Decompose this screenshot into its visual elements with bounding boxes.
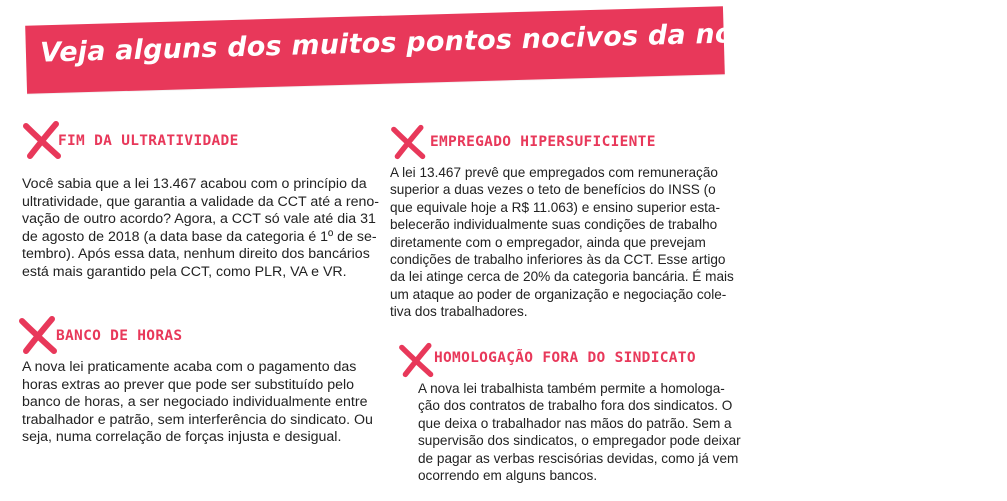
body-line: seja, numa correlação de forças injusta e desigual. [22,429,342,446]
section-title: FIM DA ULTRATIVIDADE [58,133,239,149]
banner-title: Veja alguns dos muitos pontos nocivos da nova lei trabalhista: [39,10,1007,69]
body-line: que deixa o trabalhador nas mãos do patrão. Sem a [418,415,732,431]
body-line: A nova lei trabalhista também permite a homologa- [418,381,725,396]
section-title: EMPREGADO HIPERSUFICIENTE [430,134,656,150]
section-header [18,315,378,355]
body-line: diretamente com o empregador, ainda que prevejam [390,234,706,250]
body-line: trabalhador e patrão, sem interferência do sindicato. Ou [22,411,373,428]
body-line: superior a duas vezes o teto de benefícios do INSS (o [390,182,716,198]
body-line: A lei 13.467 prevê que empregados com remuneração [390,165,718,180]
section-banco-de-horas [18,315,378,447]
section-title: BANCO DE HORAS [56,328,183,344]
body-line: da lei atinge cerca de 20% da categoria bancária. É mais [390,269,734,285]
section-empregado-hipersuficiente [390,124,742,321]
body-line: Você sabia que a lei 13.467 acabou com o princípio da [22,176,367,192]
section-title: HOMOLOGAÇÃO FORA DO SINDICATO [434,350,696,366]
body-line: supervisão dos sindicatos, o empregador pode deixar [418,433,741,449]
body-line: um ataque ao poder de organização e negociação cole- [390,286,727,302]
x-mark-icon [398,342,438,378]
section-homologacao-fora-do-sindicato [398,342,748,484]
body-line: tiva dos trabalhadores. [390,304,528,320]
body-line: ultratividade, que garantia a validade da CCT até a reno- [22,193,380,210]
body-line: está mais garantido pela CCT, como PLR, VA e VR. [22,263,347,280]
body-line: belecerão individualmente suas condições de trabalho [390,217,718,233]
x-mark-icon [390,124,430,160]
section-body [398,380,748,484]
body-line: banco de horas, a ser negociado individualmente entre [22,394,368,411]
body-line: horas extras ao prever que pode ser substituído pelo [22,376,355,393]
section-header [22,120,382,160]
body-line: de agosto de 2018 (a data base da categoria é 1º de se- [22,228,377,245]
body-line: de pagar as verbas rescisórias devidas, como já vem [418,450,739,466]
section-header [390,124,742,164]
section-body [22,176,382,282]
body-line: vação de outro acordo? Agora, a CCT só vale até dia 31 [22,211,376,228]
section-body [390,164,742,321]
body-line: ocorrendo em alguns bancos. [418,468,598,484]
body-line: condições de trabalho inferiores às da CCT. Esse artigo [390,252,726,268]
body-line: que equivale hoje a R$ 11.063) e ensino superior esta- [390,199,720,215]
section-fim-da-ultratividade [22,120,382,282]
section-body [18,359,378,447]
body-line: tembro). Após essa data, nenhum direito dos bancários [22,246,370,263]
body-line: A nova lei praticamente acaba com o pagamento das [22,359,357,375]
body-line: ção dos contratos de trabalho fora dos sindicatos. O [418,398,733,414]
section-header [398,342,748,382]
